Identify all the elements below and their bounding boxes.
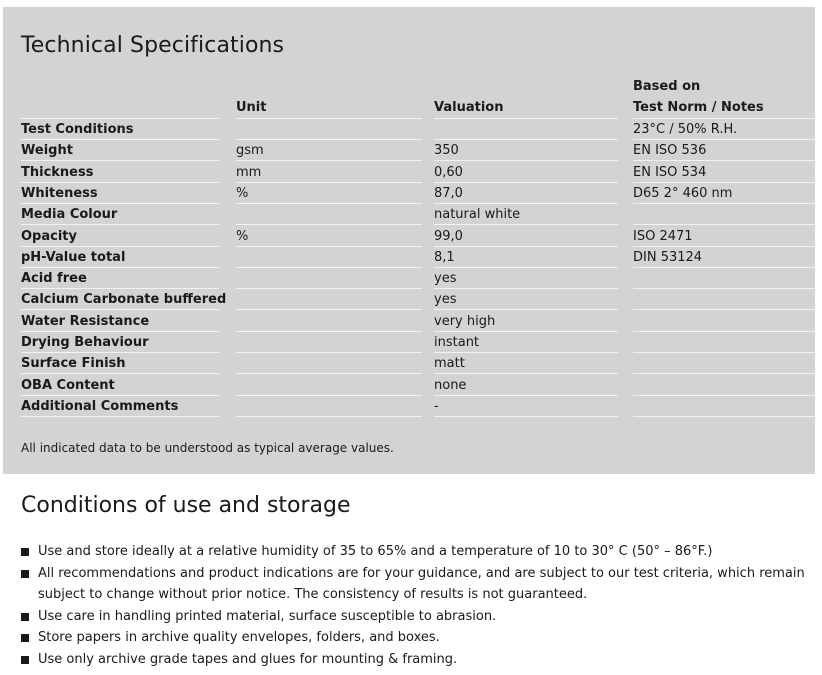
square-bullet-icon [21,613,29,621]
divider [434,416,618,417]
specs-title: Technical Specifications [21,33,285,58]
spec-label: Calcium Carbonate buffered [21,292,227,308]
spec-label: Test Conditions [21,122,134,137]
norm-column-header-line2: Test Norm / Notes [633,100,764,115]
spec-label: Acid free [21,271,87,287]
condition-text: Use and store ideally at a relative humidity of 35 to 65% and a temperature of 10 to 30° C (50° – 86°F.) [38,544,713,559]
table-row [3,332,815,353]
list-item [21,627,811,649]
spec-label: Surface Finish [21,356,126,372]
spec-norm: ISO 2471 [633,228,693,244]
table-row [3,353,815,374]
spec-value: 0,60 [434,164,463,180]
square-bullet-icon [21,634,29,642]
table-row [3,204,815,225]
conditions-title: Conditions of use and storage [21,493,351,518]
table-row [3,162,815,183]
spec-label: pH-Value total [21,249,126,265]
divider [236,416,422,417]
spec-norm: DIN 53124 [633,249,703,265]
square-bullet-icon [21,570,29,578]
spec-label: Weight [21,143,73,159]
table-row [3,311,815,332]
table-row [3,183,815,204]
spec-value: 99,0 [434,228,463,244]
condition-text: All recommendations and product indications are for your guidance, and are subject to our test criteria, which remain subject to change without prior notice. The consistency of results is not guaranteed. [38,565,805,602]
spec-label: Water Resistance [21,313,150,329]
spec-value: 87,0 [434,185,463,201]
spec-unit: % [236,185,249,201]
valuation-column-header: Valuation [434,100,504,115]
spec-value: very high [434,313,496,329]
conditions-list [21,541,811,670]
list-item [21,563,811,606]
table-row [3,396,815,417]
spec-label: Drying Behaviour [21,335,149,350]
unit-column-header: Unit [236,100,267,115]
spec-label: Thickness [21,164,94,180]
header-underline-row [3,98,815,119]
spec-norm: EN ISO 536 [633,143,707,159]
spec-norm: EN ISO 534 [633,164,707,180]
technical-specifications-panel [3,7,815,474]
table-row [3,247,815,268]
condition-text: Use care in handling printed material, surface susceptible to abrasion. [38,608,497,624]
square-bullet-icon [21,656,29,664]
table-row [3,375,815,396]
condition-text: Store papers in archive quality envelopes, folders, and boxes. [38,630,440,645]
spec-value: yes [434,271,457,287]
spec-label: Additional Comments [21,398,179,414]
spec-label: Opacity [21,228,77,244]
spec-unit: gsm [236,143,264,159]
table-row [3,119,815,140]
square-bullet-icon [21,548,29,556]
list-item [21,606,811,628]
list-item [21,649,811,671]
spec-value: natural white [434,207,521,223]
footnote: All indicated data to be understood as typical average values. [21,441,394,455]
table-row [3,226,815,247]
table-row [3,268,815,289]
spec-norm: 23°C / 50% R.H. [633,122,738,137]
spec-label: Media Colour [21,207,118,223]
spec-unit: mm [236,164,262,180]
norm-column-header-line1: Based on [633,79,701,94]
spec-unit: % [236,228,249,244]
spec-value: - [434,398,439,414]
spec-label: Whiteness [21,185,98,201]
spec-value: 8,1 [434,249,455,265]
spec-label: OBA Content [21,377,115,393]
spec-norm: D65 2° 460 nm [633,185,733,201]
divider [21,416,219,417]
condition-text: Use only archive grade tapes and glues for mounting & framing. [38,651,458,667]
spec-value: yes [434,292,457,308]
list-item [21,541,811,563]
table-row [3,140,815,161]
spec-value: matt [434,356,465,372]
divider [633,416,815,417]
spec-value: instant [434,335,480,350]
table-row [3,289,815,310]
spec-value: 350 [434,143,459,159]
spec-value: none [434,377,467,393]
